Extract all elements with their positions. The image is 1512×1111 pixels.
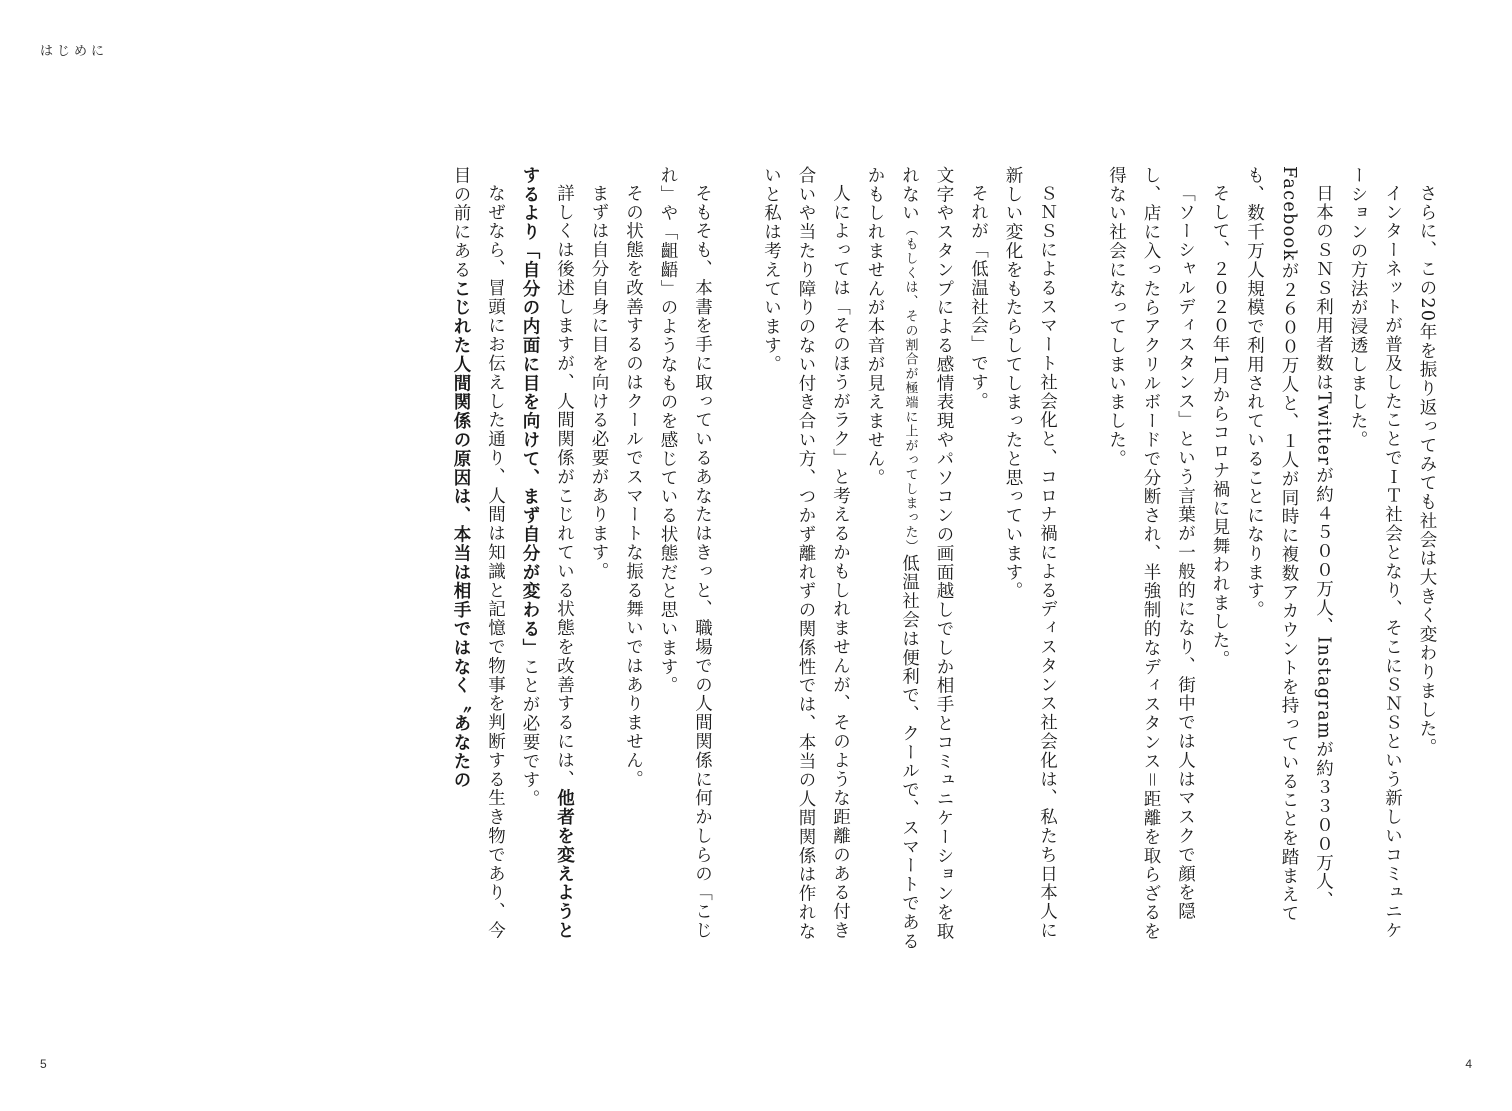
paragraph: 「ソーシャルディスタンス」という言葉が一般的になり、街中では人はマスクで顔を隠し、店に入ったらアクリルボードで分断され、半強制的なディスタンス＝距離を取らざるを得ない社会になってしまいました。 <box>1106 166 1196 941</box>
paragraph: インターネットが普及したことでＩＴ社会となり、そこにＳＮＳという新しいコミュニケーションの方法が浸透しました。 <box>1348 166 1403 940</box>
paragraph <box>858 166 962 956</box>
paragraph <box>513 166 582 956</box>
parenthetical-note: （もしくは、その割合が極端に上がってしまった） <box>902 222 918 554</box>
text-run: 文字やスタンプによる感情表現やパソコンの画面越しでしか相手とコミュニケーションを取れない <box>899 166 954 941</box>
paragraph: まずは自分自身に目を向ける必要があります。 <box>589 183 609 581</box>
paragraph <box>444 166 513 956</box>
body-text <box>84 166 1444 956</box>
paragraph: ＳＮＳによるスマート社会化と、コロナ禍によるディスタンス社会化は、私たち日本人に新しい変化をもたらしてしまったと思っています。 <box>1003 166 1058 940</box>
paragraph: そもそも、本書を手に取っているあなたはきっと、職場での人間関係に何かしらの「こじれ」や「齟齬」のようなものを感じている状態だと思います。 <box>658 166 713 940</box>
paragraph: 日本のＳＮＳ利用者数はTwitterが約４５００万人、Instagramが約３３００万人、Facebookが２６００万人と、１人が同時に複数アカウントを持っていることを踏まえても、数千万人規模で利用されていることになります。 <box>1244 166 1334 924</box>
page-number-left: 5 <box>40 1057 47 1071</box>
paragraph: その状態を改善するのはクールでスマートな振る舞いではありません。 <box>623 183 644 789</box>
text-run: なぜなら、冒頭にお伝えした通り、人間は知識と記憶で物事を判断する生き物であり、今目の前にある <box>451 166 506 940</box>
running-head: はじめに <box>40 44 109 59</box>
emphasis-text: こじれた人間関係の原因は、本当は相手ではなく〝あなたの <box>451 279 471 790</box>
paragraph: そして、２０２０年1月からコロナ禍に見舞われました。 <box>1210 183 1230 669</box>
paragraph: 人によっては「そのほうがラク」と考えるかもしれませんが、そのような距離のある付き合いや当たり障りのない付き合い方、つかず離れずの関係性では、本当の人間関係は作れないと私は考えています。 <box>761 166 851 941</box>
text-run: 詳しくは後述しますが、人間関係がこじれている状態を改善するには、 <box>554 183 575 789</box>
emphasis-text: 他者を変えようとするより「自分の内面に目を向けて、まず自分が変わる」 <box>520 166 575 940</box>
paragraph: さらに、この20年を振り返ってみても社会は大きく変わりました。 <box>1417 183 1437 757</box>
page-number-right: 4 <box>1465 1057 1472 1071</box>
paragraph: それが「低温社会」です。 <box>968 183 989 411</box>
text-run: ことが必要です。 <box>520 657 540 809</box>
text-run: 低温社会は便利で、クールで、スマートであるかもしれませんが本音が見えません。 <box>865 166 920 951</box>
